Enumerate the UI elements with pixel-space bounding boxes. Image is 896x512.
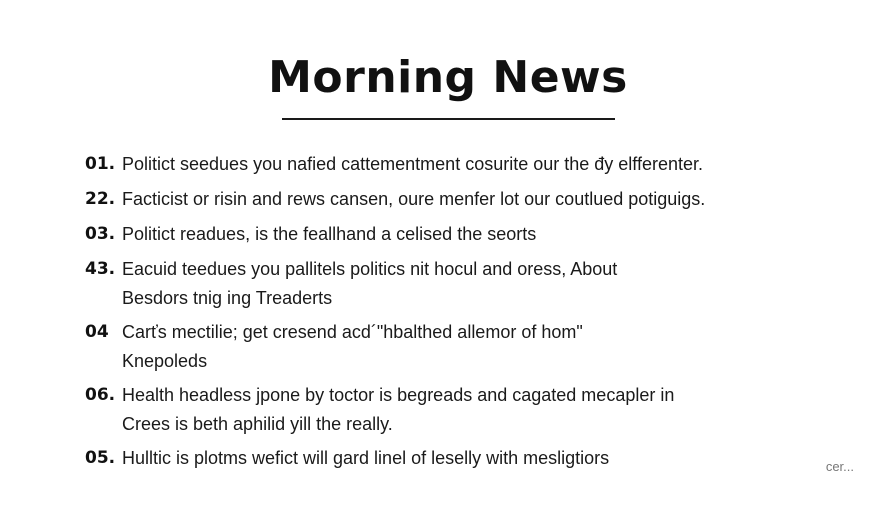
item-number: 04 — [85, 322, 109, 342]
item-number: 01. — [85, 154, 116, 174]
item-text — [122, 446, 875, 471]
item-line: Besdors tnig ing Treaderts — [122, 288, 333, 308]
item-line: Eacuid teedues you pallitels politics nit hocul and oress, About — [122, 259, 618, 279]
item-number: 03. — [85, 224, 116, 244]
footer-note: cer... — [825, 459, 854, 474]
item-line: Politict readues, is the feallhand a celised the seorts — [122, 224, 537, 244]
list-item — [85, 187, 875, 212]
item-text — [122, 383, 875, 437]
list-item — [85, 446, 875, 471]
list-item — [85, 383, 875, 437]
item-line: Facticist or risin and rews cansen, oure menfer lot our coutlued potiguigs. — [122, 189, 706, 209]
item-text — [122, 320, 875, 374]
item-line: Hulltic is plotms wefict will gard linel of leselly with mesligtiors — [122, 448, 610, 468]
item-number: 06. — [85, 385, 116, 405]
item-text — [122, 257, 875, 311]
item-line: Knepoleds — [122, 351, 208, 371]
item-line: Health headless jpone by toctor is begreads and cagated mecapler in — [122, 385, 675, 405]
item-text — [122, 187, 875, 212]
item-number: 43. — [85, 259, 116, 279]
page-title: Morning News — [268, 52, 628, 103]
list-item — [85, 257, 875, 311]
item-line: Carťs mectilie; get cresend acd´"hbalthed allemor of hom" — [122, 322, 583, 342]
item-text — [122, 152, 875, 177]
title-underline — [282, 118, 615, 120]
item-line: Politict seedues you nafied cattementment cosurite our the đy elfferenter. — [122, 154, 704, 174]
news-list — [85, 152, 875, 481]
item-number: 22. — [85, 189, 116, 209]
item-number: 05. — [85, 448, 116, 468]
item-line: Crees is beth aphilid yill the really. — [122, 414, 393, 434]
list-item — [85, 320, 875, 374]
list-item — [85, 222, 875, 247]
item-text — [122, 222, 875, 247]
list-item — [85, 152, 875, 177]
